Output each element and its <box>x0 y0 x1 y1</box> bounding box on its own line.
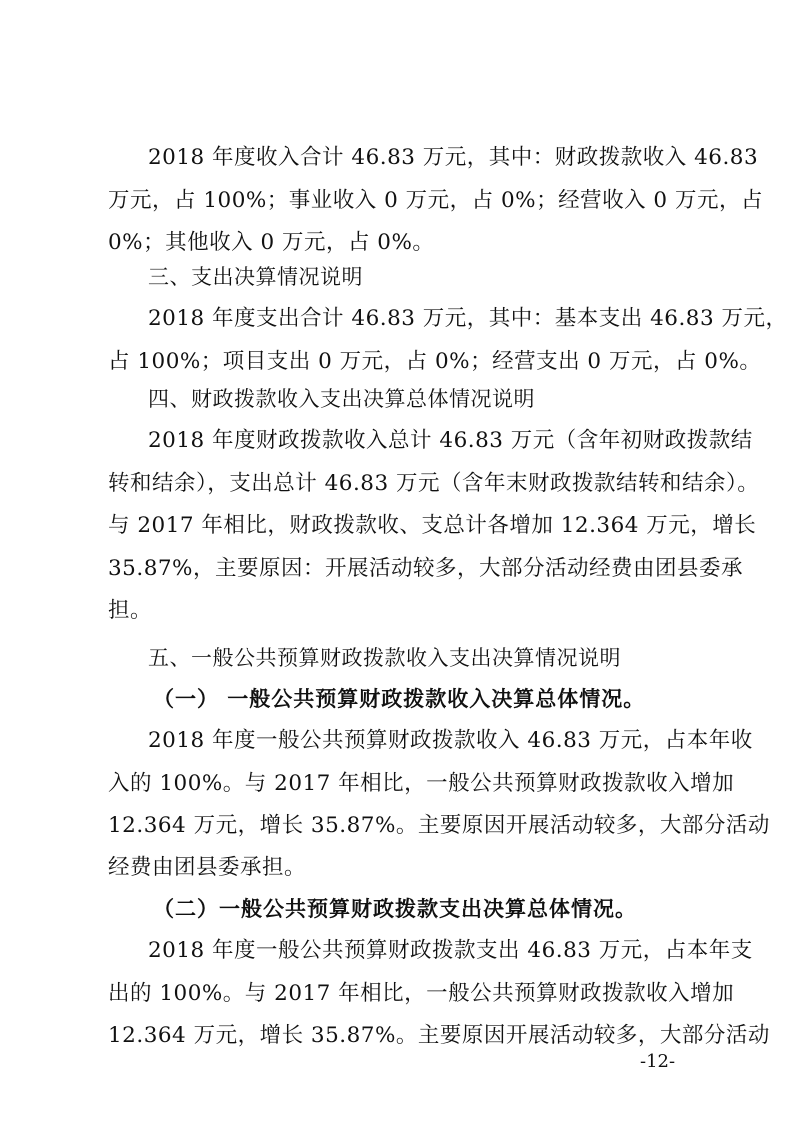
paragraph-line: 2018 年度一般公共预算财政拨款收入 46.83 万元，占本年收 <box>148 728 753 753</box>
paragraph-line: 担。 <box>108 598 153 623</box>
paragraph-line: 2018 年度收入合计 46.83 万元，其中：财政拨款收入 46.83 <box>148 145 759 170</box>
paragraph-line: 出的 100%。与 2017 年相比，一般公共预算财政拨款收入增加 <box>108 981 735 1006</box>
paragraph-line: 入的 100%。与 2017 年相比，一般公共预算财政拨款收入增加 <box>108 771 735 796</box>
subsection-heading-2: （二）一般公共预算财政拨款支出决算总体情况。 <box>153 896 637 921</box>
paragraph-line: 与 2017 年相比，财政拨款收、支总计各增加 12.364 万元，增长 <box>108 513 757 538</box>
paragraph-line: 转和结余），支出总计 46.83 万元（含年末财政拨款结转和结余）。 <box>108 471 760 496</box>
paragraph-line: 经费由团县委承担。 <box>108 855 307 880</box>
paragraph-line: 12.364 万元，增长 35.87%。主要原因开展活动较多，大部分活动 <box>108 813 770 838</box>
paragraph-line: 2018 年度一般公共预算财政拨款支出 46.83 万元，占本年支 <box>148 938 753 963</box>
paragraph-line: 占 100%；项目支出 0 万元，占 0%；经营支出 0 万元，占 0%。 <box>108 349 762 374</box>
section-heading-5: 五、一般公共预算财政拨款收入支出决算情况说明 <box>148 646 621 670</box>
paragraph-line: 12.364 万元，增长 35.87%。主要原因开展活动较多，大部分活动 <box>108 1023 770 1048</box>
subsection-heading-1: （一） 一般公共预算财政拨款收入决算总体情况。 <box>153 686 646 711</box>
paragraph-line: 2018 年度财政拨款收入总计 46.83 万元（含年初财政拨款结 <box>148 428 753 453</box>
paragraph-line: 0%；其他收入 0 万元，占 0%。 <box>108 230 435 255</box>
section-heading-3: 三、支出决算情况说明 <box>148 265 363 289</box>
paragraph-line: 万元，占 100%；事业收入 0 万元，占 0%；经营收入 0 万元，占 <box>108 188 763 213</box>
section-heading-4: 四、财政拨款收入支出决算总体情况说明 <box>148 387 535 411</box>
page-number: -12- <box>640 1051 676 1072</box>
paragraph-line: 35.87%，主要原因：开展活动较多，大部分活动经费由团县委承 <box>108 556 743 581</box>
paragraph-line: 2018 年度支出合计 46.83 万元，其中：基本支出 46.83 万元， <box>148 306 788 331</box>
